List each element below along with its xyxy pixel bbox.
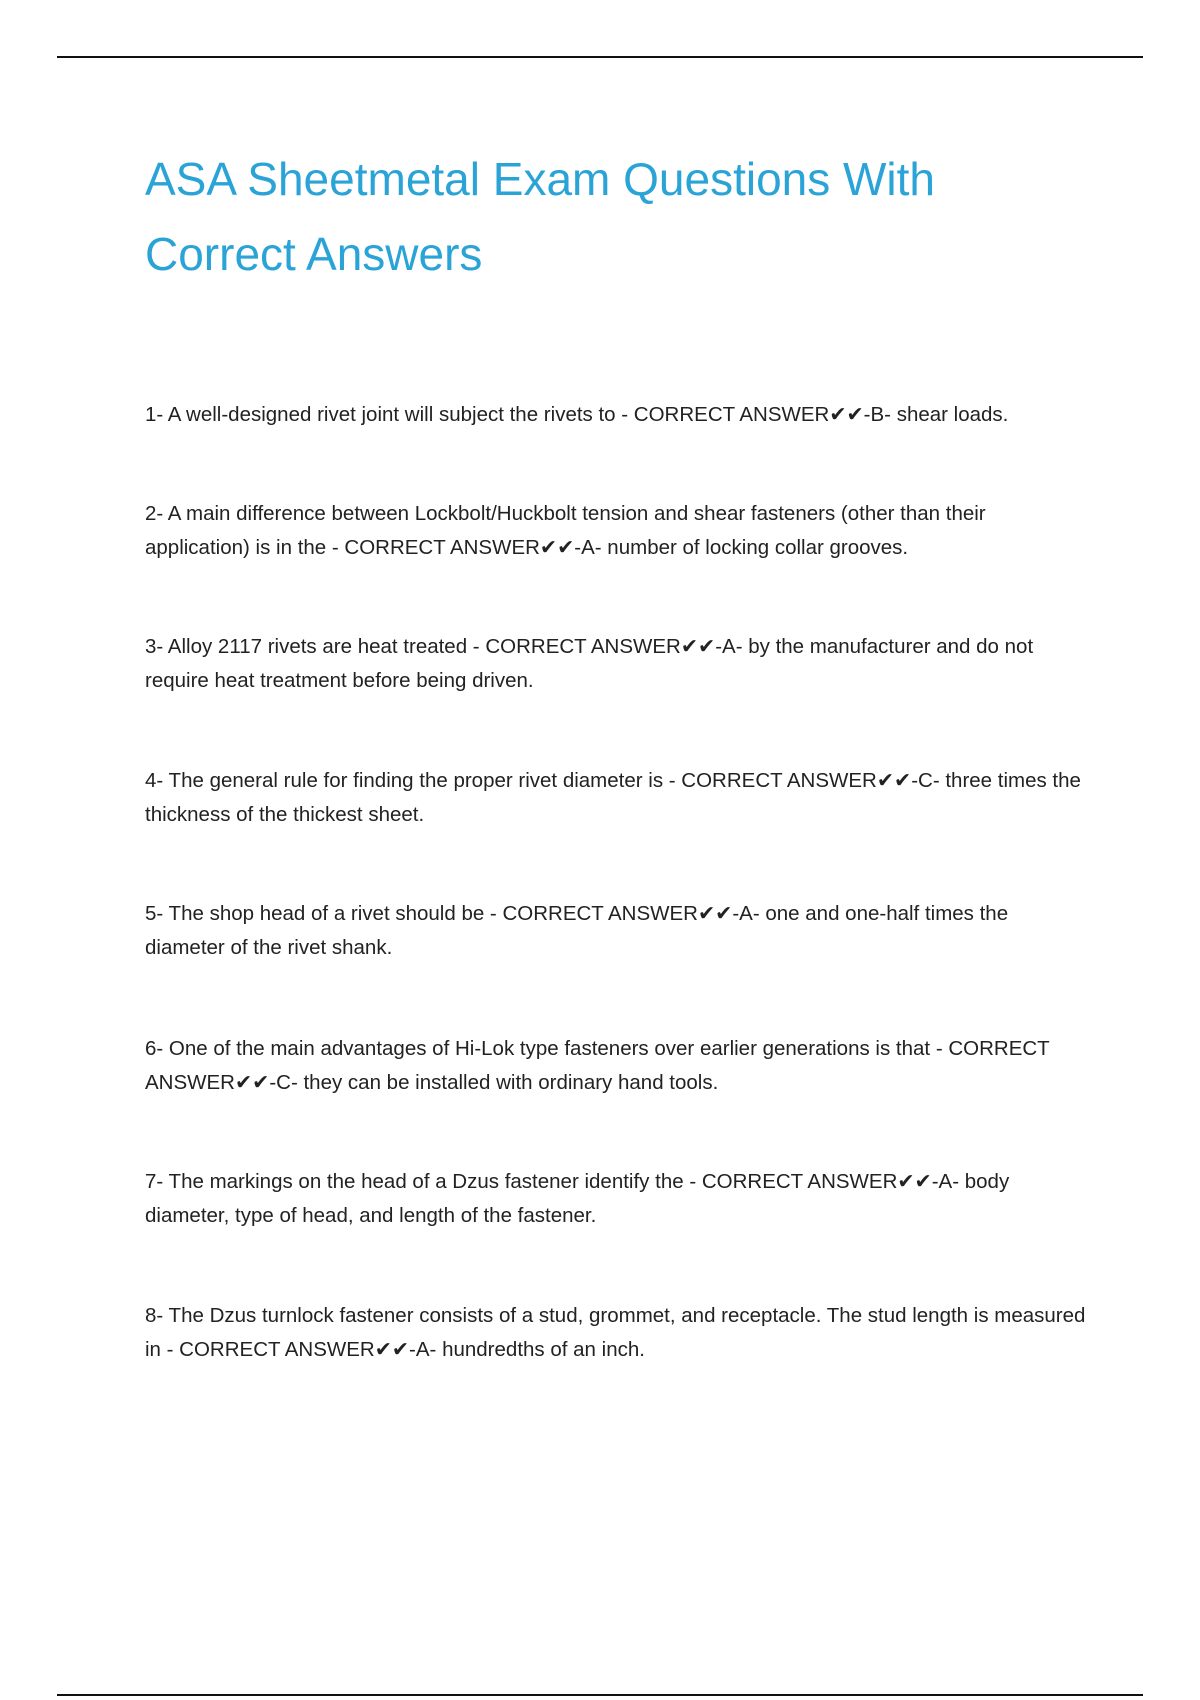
question-item-7: 7- The markings on the head of a Dzus fastener identify the - CORRECT ANSWER✔✔-A- body diameter, type of head, and length of the fastener.	[145, 1170, 1010, 1227]
question-list	[145, 398, 1090, 1367]
question-item-2: 2- A main difference between Lockbolt/Huckbolt tension and shear fasteners (other than their application) is in the - CORRECT ANSWER✔✔-A- number of locking collar grooves.	[145, 502, 986, 559]
bottom-divider	[57, 1694, 1143, 1696]
question-item-6: 6- One of the main advantages of Hi-Lok type fasteners over earlier generations is that - CORRECT ANSWER✔✔-C- they can be installed with ordinary hand tools.	[145, 1037, 1050, 1094]
top-divider	[57, 56, 1143, 58]
question-item-3: 3- Alloy 2117 rivets are heat treated - CORRECT ANSWER✔✔-A- by the manufacturer and do not require heat treatment before being driven.	[145, 635, 1034, 692]
question-item-4: 4- The general rule for finding the proper rivet diameter is - CORRECT ANSWER✔✔-C- three times the thickness of the thickest sheet.	[145, 769, 1081, 826]
question-item-8: 8- The Dzus turnlock fastener consists of a stud, grommet, and receptacle. The stud length is measured in - CORRECT ANSWER✔✔-A- hundredths of an inch.	[145, 1304, 1086, 1361]
document-title: ASA Sheetmetal Exam Questions With Correct Answers	[145, 153, 936, 280]
question-item-5: 5- The shop head of a rivet should be - CORRECT ANSWER✔✔-A- one and one-half times the diameter of the rivet shank.	[145, 902, 1009, 959]
question-item-1: 1- A well-designed rivet joint will subject the rivets to - CORRECT ANSWER✔✔-B- shear loads.	[145, 403, 1009, 426]
